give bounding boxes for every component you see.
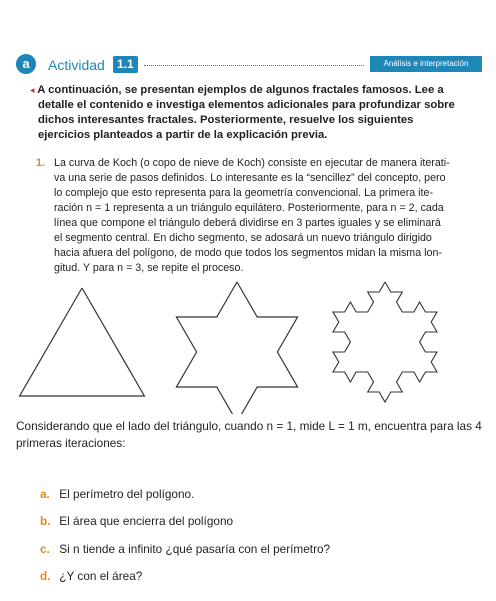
koch-figures [0,278,496,414]
exercise-1-line: hacia afuera del polígono, de modo que todos los segmentos midan la misma lon- [54,247,442,259]
koch-iteration-1-triangle [20,288,145,396]
exercise-1-line: La curva de Koch (o copo de nieve de Koch) consiste en ejecutar de manera iterati- [54,157,450,169]
activity-label: Actividad [48,57,105,73]
exercise-1-line: va una serie de pasos definidos. Lo interesante es la “sencillez” del concepto, pero [54,172,446,184]
intro-text: A continuación, se presentan ejemplos de algunos fractales famosos. Lee a detalle el contenido e investiga elementos adicionales para profundizar sobre dichos interesantes fractales. Posteriormente, resuelve los siguientes ejercicios planteados a partir de la explicación previa. [37,84,455,141]
activity-badge-letter: a [22,56,30,71]
question-a-text: El perímetro del polígono. [59,487,195,501]
exercise-1-text [54,156,464,276]
exercise-1-number: 1. [36,157,45,169]
question-d [40,569,142,583]
intro-paragraph [30,83,466,143]
koch-iteration-3-snowflake [333,282,437,402]
exercise-1-line: gitud. Y para n = 3, se repite el proceso. [54,262,244,274]
activity-header [16,54,482,76]
activity-number: 1.1 [113,56,138,73]
question-a-mark: a. [40,487,50,501]
question-d-mark: d. [40,569,51,583]
exercise-1-line: línea que compone el triángulo deberá dividirse en 3 partes iguales y se eliminará [54,217,441,229]
intro-bullet-icon: ◂ [30,85,35,95]
koch-iteration-2-star [176,282,297,414]
question-a [40,487,194,501]
question-b-mark: b. [40,514,51,528]
question-c-mark: c. [40,542,50,556]
question-c [40,542,330,556]
exercise-1-line: el segmento central. En dicho segmento, se adosará un nuevo triángulo dirigido [54,232,432,244]
question-c-text: Si n tiende a infinito ¿qué pasaría con el perímetro? [59,542,331,556]
exercise-1-line: ración n = 1 representa a un triángulo equilátero. Posteriormente, para n = 2, cada [54,202,444,214]
question-b [40,514,233,528]
activity-category-tag: Análisis e interpretación [370,56,482,72]
activity-badge-icon [16,54,36,74]
header-divider [144,65,364,66]
question-b-text: El área que encierra del polígono [59,514,234,528]
considering-paragraph: Considerando que el lado del triángulo, cuando n = 1, mide L = 1 m, encuentra para las 4 primeras iteraciones: [16,419,482,450]
exercise-1-line: lo complejo que esto representa para la geometría convencional. La primera ite- [54,187,434,199]
question-d-text: ¿Y con el área? [59,569,143,583]
